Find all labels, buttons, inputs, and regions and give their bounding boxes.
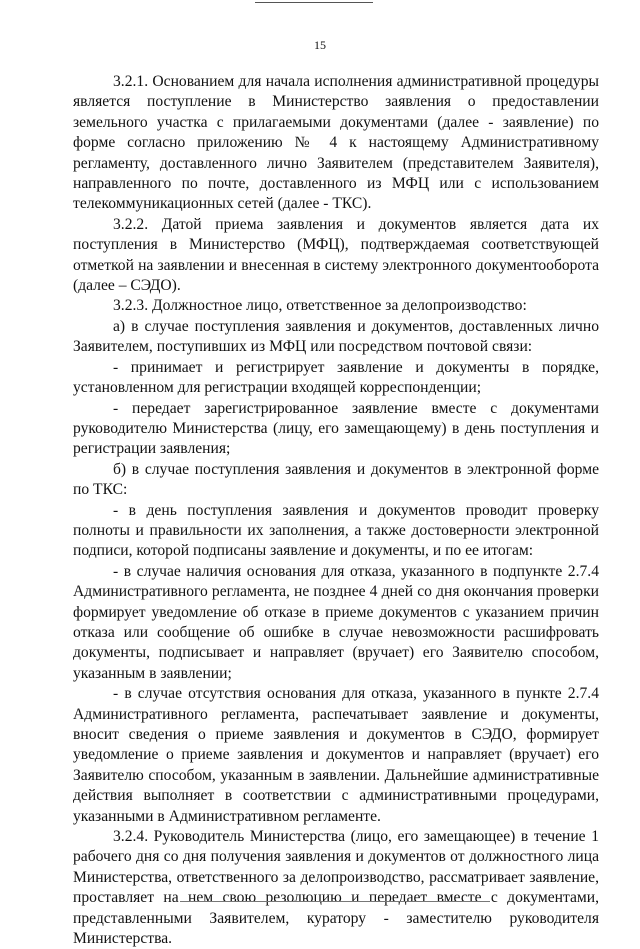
paragraph-3-2-3: 3.2.3. Должностное лицо, ответственное за делопроизводство: xyxy=(113,297,527,315)
list-item-checks: - в день поступления заявления и документов проводит проверку полноты и правильности их заполнения, а также достоверности электронной подписи, которой подписаны заявление и документы, и по ее итогам: xyxy=(73,501,599,560)
paragraph-3-2-2: 3.2.2. Датой приема заявления и документов является дата их поступления в Министерство (МФЦ), подтверждаемая соответствующей отметкой на заявлении и внесенная в систему электронного документооборота (далее – СЭДО). xyxy=(73,215,599,295)
bottom-rule xyxy=(180,901,490,902)
list-item-transfers: - передает зарегистрированное заявление вместе с документами руководителю Министерства (лицу, его замещающему) в день поступления и регистрации заявления; xyxy=(73,399,599,458)
paragraph-3-2-4: 3.2.4. Руководитель Министерства (лицо, его замещающее) в течение 1 рабочего дня со дня получения заявления и документов от должностного лица Министерства, ответственного за делопроизводство, рассматривает заявление, проставляет на нем свою резолюцию и передает вместе с документами, представленными Заявителем, куратору - заместителю руководителя Министерства. xyxy=(73,828,599,948)
subparagraph-b: б) в случае поступления заявления и документов в электронной форме по ТКС: xyxy=(73,460,599,499)
page-number: 15 xyxy=(314,38,326,52)
document-body xyxy=(73,72,599,949)
paragraph-3-2-1: 3.2.1. Основанием для начала исполнения административной процедуры является поступление в Министерство заявления о предоставлении земельного участка с прилагаемыми документами (далее - заявление) по форме согласно приложению № 4 к настоящему Административному регламенту, доставленного лично Заявителем (представителем Заявителя), направленного по почте, доставленного из МФЦ или с использованием телекоммуникационных сетей (далее - ТКС). xyxy=(73,73,599,213)
list-item-registers: - принимает и регистрирует заявление и документы в порядке, установленном для регистрации входящей корреспонденции; xyxy=(73,358,599,397)
list-item-no-refusal-grounds: - в случае отсутствия основания для отказа, указанного в пункте 2.7.4 Административного регламента, распечатывает заявление и документы, вносит сведения о приеме заявления и документов в СЭДО, формирует уведомление о приеме заявления и документов и направляет (вручает) его Заявителю способом, указанным в заявлении. Дальнейшие административные действия выполняет в соответствии с административными процедурами, указанными в Административном регламенте. xyxy=(73,685,599,825)
top-rule xyxy=(255,2,373,3)
list-item-refusal-grounds: - в случае наличия основания для отказа, указанного в подпункте 2.7.4 Административного регламента, не позднее 4 дней со дня окончания проверки формирует уведомление об отказе в приеме документов с указанием причин отказа или сообщение об ошибке в случае невозможности расшифровать документы, подписывает и направляет (вручает) его Заявителю способом, указанным в заявлении; xyxy=(73,562,599,682)
subparagraph-a: а) в случае поступления заявления и документов, доставленных лично Заявителем, поступивших из МФЦ или посредством почтовой связи: xyxy=(73,317,599,356)
